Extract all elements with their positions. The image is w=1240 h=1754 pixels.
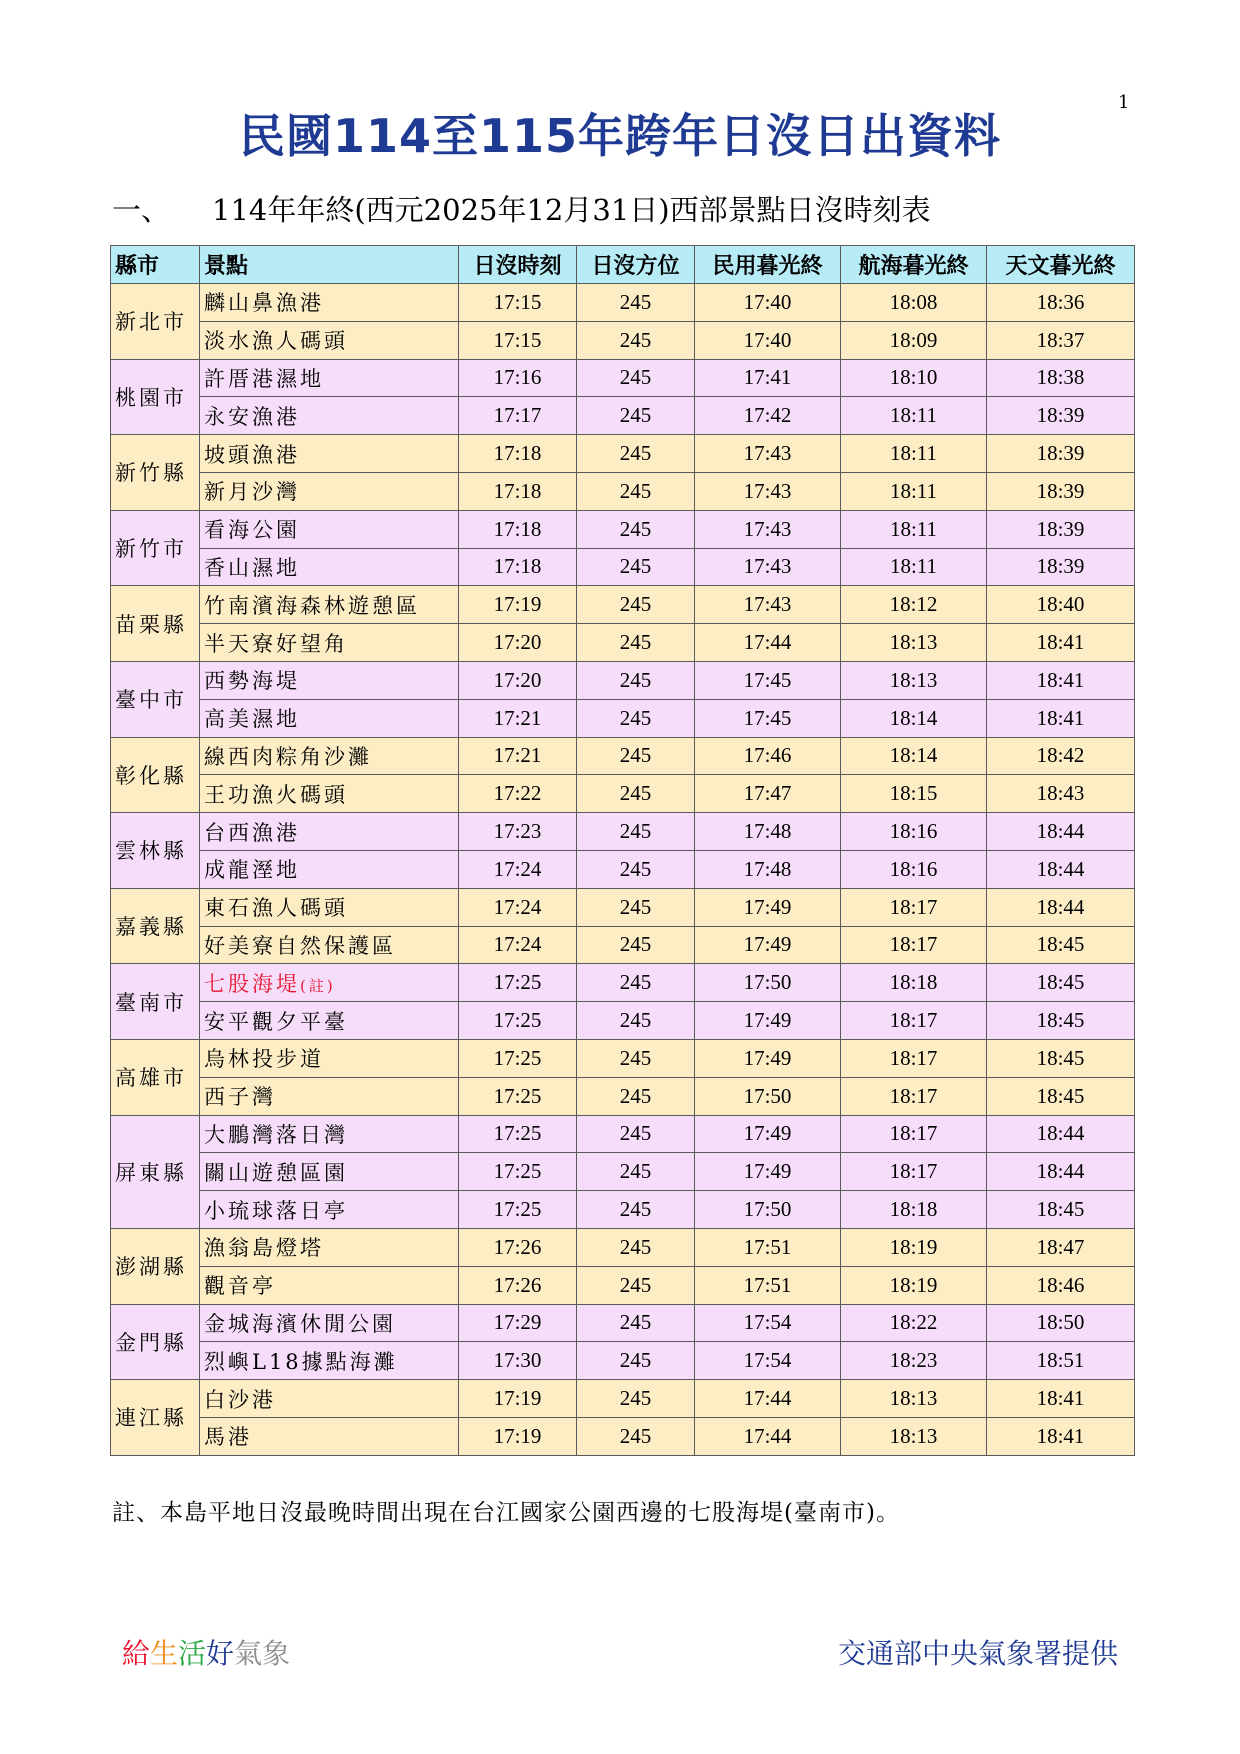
- spot-name: 半天寮好望角: [204, 631, 348, 656]
- azimuth-cell: 245: [577, 1002, 695, 1040]
- civil-twilight-cell: 17:49: [695, 926, 841, 964]
- azimuth-cell: 245: [577, 661, 695, 699]
- nautical-twilight-cell: 18:11: [841, 435, 987, 473]
- spot-name: 觀音亭: [204, 1274, 276, 1299]
- nautical-twilight-cell: 18:17: [841, 1153, 987, 1191]
- spot-name: 淡水漁人碼頭: [204, 329, 348, 354]
- civil-twilight-cell: 17:51: [695, 1266, 841, 1304]
- civil-twilight-cell: 17:51: [695, 1228, 841, 1266]
- spot-cell: [200, 888, 459, 926]
- nautical-twilight-cell: 18:23: [841, 1342, 987, 1380]
- table-row: [111, 624, 1135, 662]
- azimuth-cell: 245: [577, 1191, 695, 1229]
- spot-cell: [200, 737, 459, 775]
- spot-name: 烏林投步道: [204, 1047, 324, 1072]
- azimuth-cell: 245: [577, 321, 695, 359]
- spot-name: 安平觀夕平臺: [204, 1009, 348, 1034]
- table-row: [111, 926, 1135, 964]
- spot-cell: [200, 435, 459, 473]
- spot-cell: [200, 1077, 459, 1115]
- nautical-twilight-cell: 18:12: [841, 586, 987, 624]
- nautical-twilight-cell: 18:17: [841, 1077, 987, 1115]
- civil-twilight-cell: 17:50: [695, 964, 841, 1002]
- civil-twilight-cell: 17:40: [695, 284, 841, 322]
- slogan-char: 生: [150, 1637, 179, 1670]
- header-sunset-time: 日沒時刻: [459, 246, 577, 284]
- table-row: [111, 510, 1135, 548]
- astronomical-twilight-cell: 18:45: [987, 1077, 1135, 1115]
- footnote: 註、本島平地日沒最晚時間出現在台江國家公園西邊的七股海堤(臺南市)。: [112, 1500, 900, 1526]
- spot-name: 白沙港: [204, 1387, 276, 1412]
- azimuth-cell: 245: [577, 1077, 695, 1115]
- sunset-time-cell: 17:26: [459, 1228, 577, 1266]
- table-row: [111, 1115, 1135, 1153]
- azimuth-cell: 245: [577, 850, 695, 888]
- nautical-twilight-cell: 18:11: [841, 548, 987, 586]
- slogan: [122, 1632, 290, 1672]
- azimuth-cell: 245: [577, 775, 695, 813]
- astronomical-twilight-cell: 18:39: [987, 472, 1135, 510]
- spot-cell: [200, 926, 459, 964]
- astronomical-twilight-cell: 18:46: [987, 1266, 1135, 1304]
- nautical-twilight-cell: 18:16: [841, 850, 987, 888]
- spot-name: 新月沙灣: [204, 480, 300, 505]
- spot-name: 永安漁港: [204, 404, 300, 429]
- table-row: [111, 1191, 1135, 1229]
- civil-twilight-cell: 17:50: [695, 1077, 841, 1115]
- civil-twilight-cell: 17:46: [695, 737, 841, 775]
- spot-name: 關山遊憩區園: [204, 1160, 348, 1185]
- nautical-twilight-cell: 18:17: [841, 1115, 987, 1153]
- civil-twilight-cell: 17:50: [695, 1191, 841, 1229]
- astronomical-twilight-cell: 18:42: [987, 737, 1135, 775]
- sunset-time-cell: 17:29: [459, 1304, 577, 1342]
- azimuth-cell: 245: [577, 510, 695, 548]
- nautical-twilight-cell: 18:15: [841, 775, 987, 813]
- spot-name: 麟山鼻漁港: [204, 291, 324, 316]
- nautical-twilight-cell: 18:08: [841, 284, 987, 322]
- county-cell: 高雄市: [111, 1039, 200, 1115]
- section-title: 114年年終(西元2025年12月31日)西部景點日沒時刻表: [212, 193, 931, 227]
- table-row: [111, 472, 1135, 510]
- civil-twilight-cell: 17:41: [695, 359, 841, 397]
- civil-twilight-cell: 17:47: [695, 775, 841, 813]
- table-row: [111, 850, 1135, 888]
- azimuth-cell: 245: [577, 964, 695, 1002]
- civil-twilight-cell: 17:43: [695, 548, 841, 586]
- astronomical-twilight-cell: 18:47: [987, 1228, 1135, 1266]
- table-row: [111, 397, 1135, 435]
- county-cell: 新竹縣: [111, 435, 200, 511]
- civil-twilight-cell: 17:45: [695, 699, 841, 737]
- header-county: 縣市: [111, 246, 200, 284]
- table-row: [111, 1153, 1135, 1191]
- sunset-time-cell: 17:24: [459, 850, 577, 888]
- header-spot: 景點: [200, 246, 459, 284]
- sunset-time-cell: 17:19: [459, 1380, 577, 1418]
- spot-name: 小琉球落日亭: [204, 1198, 348, 1223]
- sunset-time-cell: 17:18: [459, 510, 577, 548]
- astronomical-twilight-cell: 18:45: [987, 1039, 1135, 1077]
- county-cell: 澎湖縣: [111, 1228, 200, 1304]
- azimuth-cell: 245: [577, 435, 695, 473]
- nautical-twilight-cell: 18:09: [841, 321, 987, 359]
- nautical-twilight-cell: 18:17: [841, 1002, 987, 1040]
- sunset-time-cell: 17:24: [459, 926, 577, 964]
- azimuth-cell: 245: [577, 1228, 695, 1266]
- table-row: [111, 321, 1135, 359]
- table-row: [111, 1266, 1135, 1304]
- civil-twilight-cell: 17:49: [695, 1002, 841, 1040]
- sunset-time-cell: 17:15: [459, 284, 577, 322]
- spot-cell: [200, 1342, 459, 1380]
- spot-cell: [200, 1002, 459, 1040]
- sunset-time-cell: 17:25: [459, 1039, 577, 1077]
- section-heading: [112, 188, 931, 229]
- astronomical-twilight-cell: 18:39: [987, 510, 1135, 548]
- spot-name: 東石漁人碼頭: [204, 896, 348, 921]
- nautical-twilight-cell: 18:13: [841, 624, 987, 662]
- nautical-twilight-cell: 18:19: [841, 1266, 987, 1304]
- slogan-char: 象: [262, 1637, 291, 1670]
- spot-name: 坡頭漁港: [204, 442, 300, 467]
- table-row: [111, 435, 1135, 473]
- sunset-time-cell: 17:18: [459, 548, 577, 586]
- spot-name: 王功漁火碼頭: [204, 782, 348, 807]
- spot-name: 西子灣: [204, 1085, 276, 1110]
- astronomical-twilight-cell: 18:41: [987, 1380, 1135, 1418]
- spot-cell: [200, 321, 459, 359]
- azimuth-cell: 245: [577, 359, 695, 397]
- spot-cell: [200, 586, 459, 624]
- table-body: [111, 284, 1135, 1456]
- civil-twilight-cell: 17:49: [695, 1039, 841, 1077]
- azimuth-cell: 245: [577, 472, 695, 510]
- spot-cell: [200, 1417, 459, 1455]
- spot-cell: [200, 472, 459, 510]
- county-cell: 臺中市: [111, 661, 200, 737]
- nautical-twilight-cell: 18:14: [841, 737, 987, 775]
- spot-cell: [200, 775, 459, 813]
- nautical-twilight-cell: 18:17: [841, 1039, 987, 1077]
- page-number: 1: [1118, 92, 1130, 113]
- county-cell: 新竹市: [111, 510, 200, 586]
- nautical-twilight-cell: 18:18: [841, 964, 987, 1002]
- astronomical-twilight-cell: 18:44: [987, 850, 1135, 888]
- table-row: [111, 1077, 1135, 1115]
- slogan-char: 好: [206, 1637, 235, 1670]
- spot-name: 台西漁港: [204, 820, 300, 845]
- astronomical-twilight-cell: 18:36: [987, 284, 1135, 322]
- nautical-twilight-cell: 18:10: [841, 359, 987, 397]
- azimuth-cell: 245: [577, 1039, 695, 1077]
- civil-twilight-cell: 17:49: [695, 1115, 841, 1153]
- civil-twilight-cell: 17:44: [695, 624, 841, 662]
- spot-name: 烈嶼L18據點海灘: [204, 1349, 398, 1374]
- azimuth-cell: 245: [577, 1153, 695, 1191]
- civil-twilight-cell: 17:49: [695, 888, 841, 926]
- spot-cell: [200, 1039, 459, 1077]
- table-row: [111, 359, 1135, 397]
- table-row: [111, 813, 1135, 851]
- azimuth-cell: 245: [577, 548, 695, 586]
- table-row: [111, 284, 1135, 322]
- spot-cell: [200, 813, 459, 851]
- county-cell: 苗栗縣: [111, 586, 200, 662]
- nautical-twilight-cell: 18:19: [841, 1228, 987, 1266]
- nautical-twilight-cell: 18:16: [841, 813, 987, 851]
- sunset-time-cell: 17:19: [459, 586, 577, 624]
- civil-twilight-cell: 17:54: [695, 1304, 841, 1342]
- header-civil-twilight: 民用暮光終: [695, 246, 841, 284]
- table-row: [111, 1228, 1135, 1266]
- spot-name: 大鵬灣落日灣: [204, 1122, 348, 1147]
- astronomical-twilight-cell: 18:41: [987, 1417, 1135, 1455]
- slogan-char: 給: [122, 1637, 151, 1670]
- sunset-time-cell: 17:22: [459, 775, 577, 813]
- azimuth-cell: 245: [577, 1115, 695, 1153]
- county-cell: 臺南市: [111, 964, 200, 1040]
- sunset-time-cell: 17:25: [459, 1153, 577, 1191]
- civil-twilight-cell: 17:40: [695, 321, 841, 359]
- nautical-twilight-cell: 18:18: [841, 1191, 987, 1229]
- astronomical-twilight-cell: 18:51: [987, 1342, 1135, 1380]
- sunset-time-cell: 17:21: [459, 699, 577, 737]
- header-astronomical-twilight: 天文暮光終: [987, 246, 1135, 284]
- azimuth-cell: 245: [577, 926, 695, 964]
- table-row: [111, 1380, 1135, 1418]
- table-row: [111, 1002, 1135, 1040]
- civil-twilight-cell: 17:48: [695, 850, 841, 888]
- spot-name: 好美寮自然保護區: [204, 933, 396, 958]
- astronomical-twilight-cell: 18:38: [987, 359, 1135, 397]
- document-title: 民國114至115年跨年日沒日出資料: [238, 109, 1002, 163]
- county-cell: 彰化縣: [111, 737, 200, 813]
- astronomical-twilight-cell: 18:44: [987, 1153, 1135, 1191]
- civil-twilight-cell: 17:43: [695, 510, 841, 548]
- spot-name: 竹南濱海森林遊憩區: [204, 593, 420, 618]
- azimuth-cell: 245: [577, 737, 695, 775]
- provider-credit: 交通部中央氣象署提供: [838, 1637, 1119, 1670]
- nautical-twilight-cell: 18:13: [841, 661, 987, 699]
- azimuth-cell: 245: [577, 813, 695, 851]
- sunset-time-cell: 17:25: [459, 1115, 577, 1153]
- astronomical-twilight-cell: 18:44: [987, 813, 1135, 851]
- astronomical-twilight-cell: 18:39: [987, 435, 1135, 473]
- spot-cell: [200, 510, 459, 548]
- header-sunset-azimuth: 日沒方位: [577, 246, 695, 284]
- azimuth-cell: 245: [577, 624, 695, 662]
- civil-twilight-cell: 17:49: [695, 1153, 841, 1191]
- spot-cell: [200, 359, 459, 397]
- county-cell: 屏東縣: [111, 1115, 200, 1228]
- spot-name: 成龍溼地: [204, 858, 300, 883]
- county-cell: 雲林縣: [111, 813, 200, 889]
- slogan-char: 氣: [234, 1637, 263, 1670]
- table-row: [111, 964, 1135, 1002]
- azimuth-cell: 245: [577, 1380, 695, 1418]
- astronomical-twilight-cell: 18:41: [987, 699, 1135, 737]
- civil-twilight-cell: 17:44: [695, 1417, 841, 1455]
- astronomical-twilight-cell: 18:44: [987, 1115, 1135, 1153]
- sunset-time-cell: 17:18: [459, 472, 577, 510]
- astronomical-twilight-cell: 18:44: [987, 888, 1135, 926]
- civil-twilight-cell: 17:48: [695, 813, 841, 851]
- spot-cell: [200, 1304, 459, 1342]
- section-number: 一、: [112, 193, 171, 227]
- header-nautical-twilight: 航海暮光終: [841, 246, 987, 284]
- spot-cell: [200, 624, 459, 662]
- table-row: [111, 888, 1135, 926]
- sunset-time-cell: 17:20: [459, 661, 577, 699]
- nautical-twilight-cell: 18:11: [841, 510, 987, 548]
- spot-cell: [200, 397, 459, 435]
- spot-cell: [200, 1115, 459, 1153]
- astronomical-twilight-cell: 18:41: [987, 624, 1135, 662]
- spot-name: 漁翁島燈塔: [204, 1236, 324, 1261]
- astronomical-twilight-cell: 18:45: [987, 964, 1135, 1002]
- nautical-twilight-cell: 18:13: [841, 1417, 987, 1455]
- sunset-time-cell: 17:24: [459, 888, 577, 926]
- spot-name: 金城海濱休閒公園: [204, 1311, 396, 1336]
- civil-twilight-cell: 17:43: [695, 435, 841, 473]
- spot-cell: [200, 1380, 459, 1418]
- sunset-time-cell: 17:23: [459, 813, 577, 851]
- astronomical-twilight-cell: 18:39: [987, 548, 1135, 586]
- sunset-time-cell: 17:21: [459, 737, 577, 775]
- sunset-time-cell: 17:18: [459, 435, 577, 473]
- spot-name: 線西肉粽角沙灘: [204, 744, 372, 769]
- spot-cell: [200, 1153, 459, 1191]
- table-row: [111, 586, 1135, 624]
- astronomical-twilight-cell: 18:45: [987, 1002, 1135, 1040]
- county-cell: 桃園市: [111, 359, 200, 435]
- table-row: [111, 699, 1135, 737]
- azimuth-cell: 245: [577, 1417, 695, 1455]
- astronomical-twilight-cell: 18:45: [987, 1191, 1135, 1229]
- nautical-twilight-cell: 18:11: [841, 472, 987, 510]
- nautical-twilight-cell: 18:11: [841, 397, 987, 435]
- spot-cell: [200, 284, 459, 322]
- spot-cell: [200, 1228, 459, 1266]
- spot-cell: [200, 661, 459, 699]
- table-row: [111, 737, 1135, 775]
- sunset-time-cell: 17:25: [459, 1191, 577, 1229]
- nautical-twilight-cell: 18:14: [841, 699, 987, 737]
- spot-name: 西勢海堤: [204, 669, 300, 694]
- spot-name: 七股海堤: [204, 971, 300, 996]
- spot-name: 許厝港濕地: [204, 366, 324, 391]
- county-cell: 金門縣: [111, 1304, 200, 1380]
- spot-name: 看海公園: [204, 518, 300, 543]
- azimuth-cell: 245: [577, 699, 695, 737]
- sunset-time-cell: 17:16: [459, 359, 577, 397]
- table-row: [111, 548, 1135, 586]
- sunset-time-cell: 17:30: [459, 1342, 577, 1380]
- nautical-twilight-cell: 18:17: [841, 926, 987, 964]
- sunset-time-cell: 17:26: [459, 1266, 577, 1304]
- nautical-twilight-cell: 18:17: [841, 888, 987, 926]
- spot-cell: [200, 699, 459, 737]
- civil-twilight-cell: 17:43: [695, 472, 841, 510]
- astronomical-twilight-cell: 18:41: [987, 661, 1135, 699]
- table-row: [111, 1417, 1135, 1455]
- table-row: [111, 775, 1135, 813]
- civil-twilight-cell: 17:54: [695, 1342, 841, 1380]
- county-cell: 嘉義縣: [111, 888, 200, 964]
- civil-twilight-cell: 17:42: [695, 397, 841, 435]
- nautical-twilight-cell: 18:13: [841, 1380, 987, 1418]
- county-cell: 連江縣: [111, 1380, 200, 1456]
- spot-name: 香山濕地: [204, 555, 300, 580]
- sunset-table: [110, 245, 1135, 1456]
- azimuth-cell: 245: [577, 1342, 695, 1380]
- sunset-time-cell: 17:25: [459, 1077, 577, 1115]
- sunset-time-cell: 17:20: [459, 624, 577, 662]
- astronomical-twilight-cell: 18:39: [987, 397, 1135, 435]
- azimuth-cell: 245: [577, 1304, 695, 1342]
- astronomical-twilight-cell: 18:37: [987, 321, 1135, 359]
- table-row: [111, 1304, 1135, 1342]
- sunset-time-cell: 17:15: [459, 321, 577, 359]
- nautical-twilight-cell: 18:22: [841, 1304, 987, 1342]
- spot-name: 高美濕地: [204, 707, 300, 732]
- spot-cell: [200, 548, 459, 586]
- astronomical-twilight-cell: 18:40: [987, 586, 1135, 624]
- county-cell: 新北市: [111, 284, 200, 360]
- note-marker: (註): [300, 976, 336, 995]
- civil-twilight-cell: 17:43: [695, 586, 841, 624]
- astronomical-twilight-cell: 18:43: [987, 775, 1135, 813]
- spot-cell: [200, 1191, 459, 1229]
- sunset-time-cell: 17:17: [459, 397, 577, 435]
- azimuth-cell: 245: [577, 1266, 695, 1304]
- astronomical-twilight-cell: 18:50: [987, 1304, 1135, 1342]
- spot-cell: [200, 1266, 459, 1304]
- table-header-row: [111, 246, 1135, 284]
- azimuth-cell: 245: [577, 888, 695, 926]
- azimuth-cell: 245: [577, 397, 695, 435]
- spot-cell: [200, 964, 459, 1002]
- civil-twilight-cell: 17:45: [695, 661, 841, 699]
- sunset-time-cell: 17:25: [459, 964, 577, 1002]
- table-row: [111, 1039, 1135, 1077]
- civil-twilight-cell: 17:44: [695, 1380, 841, 1418]
- spot-name: 馬港: [204, 1425, 252, 1450]
- azimuth-cell: 245: [577, 284, 695, 322]
- table-row: [111, 661, 1135, 699]
- astronomical-twilight-cell: 18:45: [987, 926, 1135, 964]
- sunset-time-cell: 17:25: [459, 1002, 577, 1040]
- sunset-time-cell: 17:19: [459, 1417, 577, 1455]
- slogan-char: 活: [178, 1637, 207, 1670]
- table-row: [111, 1342, 1135, 1380]
- azimuth-cell: 245: [577, 586, 695, 624]
- spot-cell: [200, 850, 459, 888]
